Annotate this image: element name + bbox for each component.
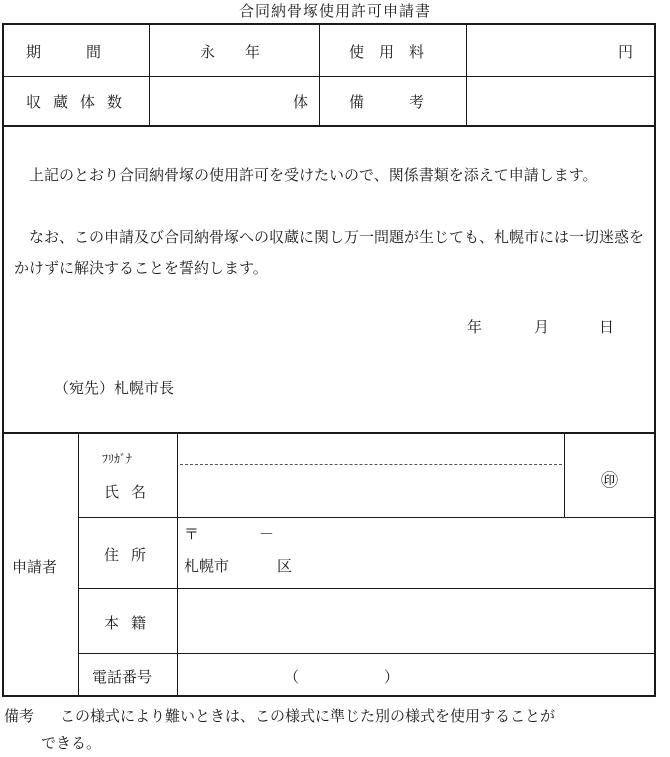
- date-year: 年: [467, 318, 483, 336]
- seal-mark: ㊞: [601, 471, 618, 491]
- name-label: 氏名: [104, 483, 159, 501]
- address-label: 住所: [104, 546, 159, 564]
- count-label: 収蔵体数: [26, 93, 135, 111]
- divider: [78, 653, 656, 654]
- fee-unit: 円: [618, 43, 634, 61]
- applicant-section-label: 申請者: [12, 558, 58, 576]
- divider: [564, 432, 565, 517]
- divider: [149, 25, 150, 125]
- furigana-guide-line: [180, 464, 562, 465]
- declaration-paragraph-2: なお、この申請及び合同納骨塚への収蔵に関し万一問題が生じても、札幌市には一切迷惑をかけずに解決することを誓約します。: [14, 228, 645, 277]
- phone-close-paren: ）: [384, 668, 400, 686]
- form-title: 合同納骨塚使用許可申請書: [238, 2, 431, 20]
- declaration-paragraph-1: 上記のとおり合同納骨塚の使用許可を受けたいので、関係書類を添えて申請します。: [29, 166, 598, 184]
- furigana-label: ﾌﾘｶﾞﾅ: [102, 452, 133, 466]
- addressee: （宛先）札幌市長: [54, 379, 175, 397]
- divider: [319, 25, 320, 125]
- remarks-label: 備 考: [349, 93, 425, 111]
- phone-label: 電話番号: [92, 668, 153, 686]
- divider: [177, 432, 178, 697]
- divider: [466, 25, 467, 125]
- date-day: 日: [599, 318, 615, 336]
- form-frame: [2, 23, 656, 697]
- postal-dash: －: [259, 525, 275, 543]
- phone-open-paren: （: [284, 668, 300, 686]
- footnote-label: 備考: [4, 707, 35, 725]
- divider: [78, 432, 79, 697]
- count-unit: 体: [293, 93, 309, 111]
- address-ward: 区: [277, 557, 293, 575]
- divider: [4, 432, 656, 434]
- domicile-label: 本籍: [104, 614, 159, 632]
- divider: [78, 588, 656, 589]
- footnote-line-1: この様式により難いときは、この様式に準じた別の様式を使用することが: [60, 707, 556, 725]
- address-city: 札幌市: [184, 557, 230, 575]
- fee-label: 使 用 料: [349, 43, 425, 61]
- period-value: 永 年: [200, 43, 261, 61]
- divider: [4, 76, 656, 77]
- period-label: 期 間: [26, 43, 102, 61]
- postal-mark: 〒: [184, 525, 200, 543]
- divider: [4, 125, 656, 127]
- divider: [78, 517, 656, 518]
- footnote-line-2: できる。: [41, 734, 102, 752]
- date-month: 月: [534, 318, 550, 336]
